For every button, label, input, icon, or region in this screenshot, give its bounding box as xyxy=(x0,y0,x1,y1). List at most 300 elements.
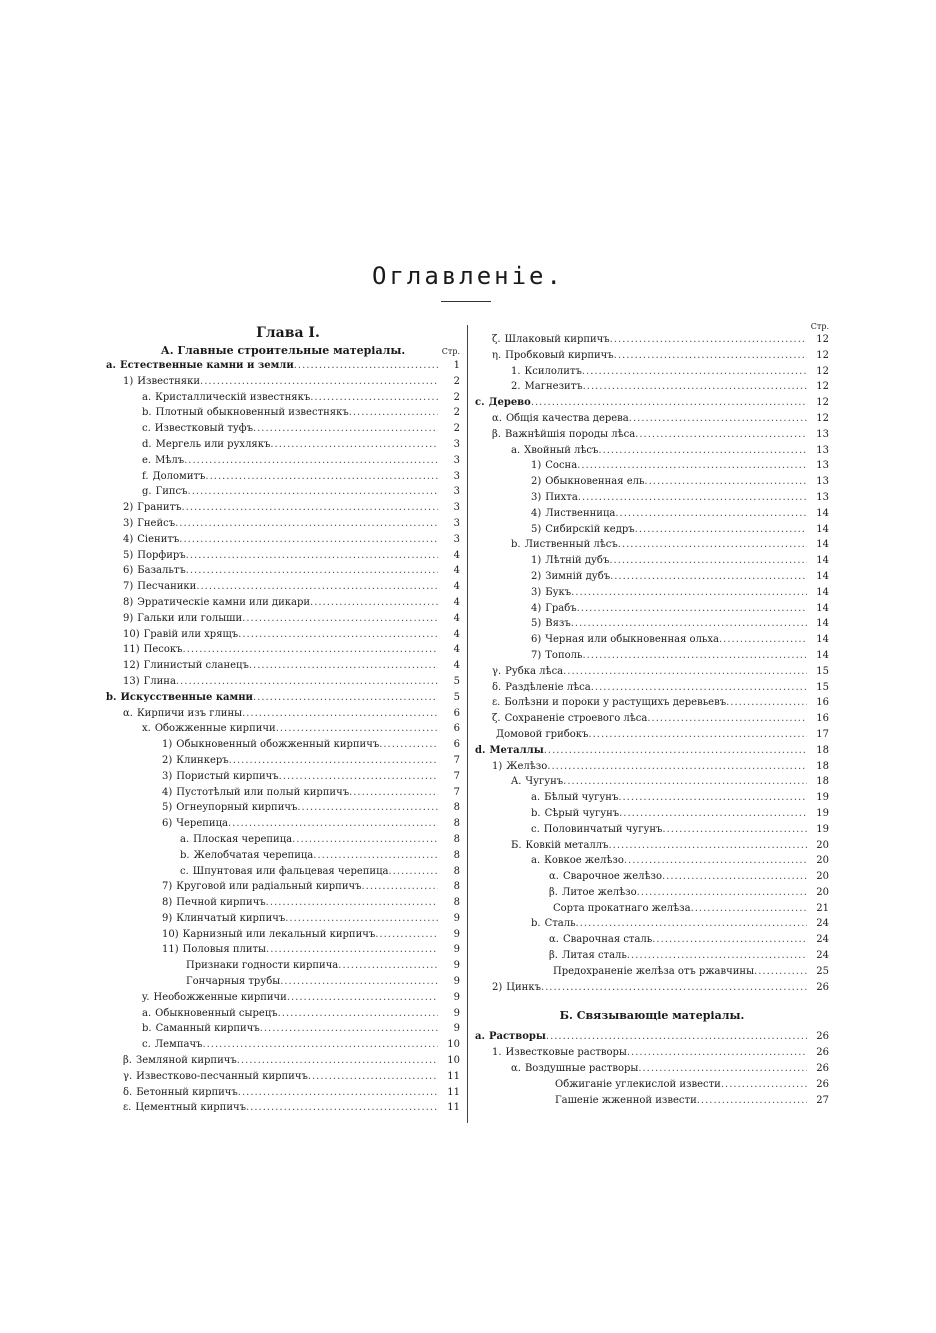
toc-entry xyxy=(106,753,460,769)
toc-entry-title: Ковкое желѣзо xyxy=(544,855,624,867)
toc-entry-title: Клинчатый кирпичъ xyxy=(176,912,286,924)
toc-entry-title: Пробковый кирпичъ xyxy=(505,349,614,361)
dot-leader xyxy=(635,427,807,443)
toc-entry-page: 9 xyxy=(453,1007,460,1019)
toc-entry-page: 6 xyxy=(453,707,460,719)
toc-entry-page: 9 xyxy=(453,928,460,940)
toc-entry-number: 1) xyxy=(162,739,173,751)
toc-entry xyxy=(475,1045,829,1061)
toc-entry-page: 4 xyxy=(453,549,460,561)
toc-entry xyxy=(475,853,829,869)
toc-entry xyxy=(475,616,829,632)
dot-leader xyxy=(202,1037,438,1053)
toc-entry-title: Мѣлъ xyxy=(155,454,185,466)
dot-leader xyxy=(577,458,807,474)
toc-entry-page: 18 xyxy=(816,760,829,772)
dot-leader xyxy=(242,611,438,627)
toc-entry-page: 20 xyxy=(816,886,829,898)
dot-leader xyxy=(571,585,807,601)
dot-leader xyxy=(614,348,807,364)
toc-entry xyxy=(106,800,460,816)
toc-entry-title: Половыя плиты xyxy=(182,944,267,956)
dot-leader xyxy=(294,358,438,374)
toc-entry xyxy=(475,806,829,822)
toc-entry xyxy=(475,585,829,601)
toc-entry-title: Клинкеръ xyxy=(176,754,229,766)
toc-entry-title: Известняки xyxy=(137,375,201,387)
toc-entry xyxy=(475,695,829,711)
toc-entry-page: 8 xyxy=(453,833,460,845)
toc-entry-page: 9 xyxy=(453,944,460,956)
dot-leader xyxy=(635,522,807,538)
toc-entry-page: 4 xyxy=(453,644,460,656)
dot-leader xyxy=(196,579,438,595)
toc-entry xyxy=(106,658,460,674)
toc-entry-page: 14 xyxy=(816,523,829,535)
toc-entry xyxy=(475,680,829,696)
toc-entry-number: 6) xyxy=(162,818,173,830)
dot-leader xyxy=(638,1061,807,1077)
toc-entry-title: Пустотѣлый или полый кирпичъ xyxy=(176,786,350,798)
toc-entry-page: 16 xyxy=(816,713,829,725)
toc-entry-page: 4 xyxy=(453,581,460,593)
dot-leader xyxy=(576,916,807,932)
toc-entry xyxy=(106,1053,460,1069)
toc-entry-page: 27 xyxy=(816,1094,829,1106)
toc-entry-page: 12 xyxy=(816,412,829,424)
toc-entry-title: Сталь xyxy=(544,918,576,930)
toc-entry-title: Чугунъ xyxy=(525,776,564,788)
toc-entry-number: c. xyxy=(142,1039,151,1051)
toc-entry-number: 2) xyxy=(531,476,542,488)
section-heading xyxy=(106,344,460,358)
dot-leader xyxy=(388,864,438,880)
dot-leader xyxy=(591,680,807,696)
toc-entry-number: a. xyxy=(475,1031,485,1043)
toc-entry xyxy=(475,759,829,775)
dot-leader xyxy=(179,532,438,548)
dot-leader xyxy=(624,853,807,869)
toc-entry-number: α. xyxy=(549,871,559,883)
toc-entry xyxy=(475,364,829,380)
toc-entry-title: Желобчатая черепица xyxy=(193,849,314,861)
toc-entry-title: Общія качества дерева xyxy=(505,412,629,424)
dot-leader xyxy=(583,379,807,395)
toc-entry xyxy=(106,627,460,643)
toc-entry-page: 8 xyxy=(453,865,460,877)
toc-entry-title: Пихта xyxy=(545,491,578,503)
chapter-heading: Глава I. xyxy=(256,325,320,341)
toc-entry-page: 15 xyxy=(816,665,829,677)
dot-leader xyxy=(547,759,807,775)
dot-leader xyxy=(608,838,807,854)
dot-leader xyxy=(578,490,807,506)
toc-entry-title: Гнейсъ xyxy=(137,517,176,529)
toc-entry-page: 14 xyxy=(816,570,829,582)
toc-entry xyxy=(106,1100,460,1116)
toc-entry xyxy=(475,411,829,427)
toc-entry xyxy=(475,822,829,838)
dot-leader xyxy=(375,927,438,943)
dot-leader xyxy=(287,990,438,1006)
toc-entry-page: 14 xyxy=(816,539,829,551)
toc-entry-number: b. xyxy=(511,539,521,551)
toc-entry-page: 26 xyxy=(816,1063,829,1075)
dot-leader xyxy=(546,1029,807,1045)
dot-leader xyxy=(627,948,807,964)
toc-entry-page: 13 xyxy=(816,460,829,472)
toc-entry-page: 2 xyxy=(453,391,460,403)
toc-entry-page: 2 xyxy=(453,423,460,435)
toc-entry-page: 13 xyxy=(816,491,829,503)
column-divider xyxy=(467,325,468,1123)
toc-entry xyxy=(106,785,460,801)
toc-entry-number: α. xyxy=(492,412,502,424)
toc-entry-page: 8 xyxy=(453,881,460,893)
toc-entry-page: 3 xyxy=(453,502,460,514)
toc-entry xyxy=(475,474,829,490)
toc-entry-number: ε. xyxy=(123,1102,132,1114)
dot-leader xyxy=(278,1006,438,1022)
toc-entry-number: ε. xyxy=(492,697,501,709)
page-column-label: Стр. xyxy=(810,322,829,331)
toc-list xyxy=(106,358,460,1116)
toc-entry xyxy=(475,869,829,885)
toc-entry-title: Раздѣленіе лѣса xyxy=(505,681,591,693)
toc-entry-page: 24 xyxy=(816,950,829,962)
dot-leader xyxy=(308,1069,438,1085)
toc-entry-title: Половинчатый чугунъ xyxy=(543,823,663,835)
dot-leader xyxy=(238,1085,438,1101)
dot-leader xyxy=(618,537,807,553)
toc-entry-title: Лѣтній дубъ xyxy=(545,555,610,567)
toc-entry-page: 14 xyxy=(816,602,829,614)
toc-entry-title: Сварочная сталь xyxy=(562,934,653,946)
toc-entry-page: 9 xyxy=(453,976,460,988)
toc-entry xyxy=(475,348,829,364)
dot-leader xyxy=(253,690,438,706)
dot-leader xyxy=(297,800,438,816)
toc-entry-page: 4 xyxy=(453,596,460,608)
toc-entry-page: 3 xyxy=(453,533,460,545)
toc-entry-number: 11) xyxy=(162,944,179,956)
toc-entry-number: 3) xyxy=(531,491,542,503)
toc-left-column xyxy=(106,322,460,1116)
toc-entry xyxy=(106,879,460,895)
toc-entry-title: Обожженные кирпичи xyxy=(154,723,276,735)
toc-entry-title: Сѣрый чугунъ xyxy=(544,807,620,819)
toc-entry-page: 25 xyxy=(816,965,829,977)
toc-entry-number: a. xyxy=(511,444,521,456)
dot-leader xyxy=(249,658,438,674)
dot-leader xyxy=(285,911,438,927)
dot-leader xyxy=(662,869,807,885)
toc-entry-title: Известково-песчанный кирпичъ xyxy=(136,1070,308,1082)
toc-entry xyxy=(475,427,829,443)
toc-entry-page: 11 xyxy=(447,1086,460,1098)
toc-entry-number: 2) xyxy=(531,570,542,582)
toc-entry-title: Необожженные кирпичи xyxy=(153,991,287,1003)
toc-entry-page: 5 xyxy=(453,691,460,703)
toc-entry-title: Ковкій металлъ xyxy=(525,839,609,851)
dot-leader xyxy=(563,774,807,790)
dot-leader xyxy=(310,595,438,611)
toc-entry-title: Глинистый сланецъ xyxy=(143,660,249,672)
toc-entry-number: 13) xyxy=(123,675,140,687)
toc-entry-page: 8 xyxy=(453,897,460,909)
toc-entry-title: Кирпичи изъ глины xyxy=(136,707,243,719)
toc-entry-number: γ. xyxy=(492,665,502,677)
toc-entry xyxy=(106,721,460,737)
toc-entry-page: 19 xyxy=(816,792,829,804)
dot-leader xyxy=(647,711,807,727)
toc-entry xyxy=(106,374,460,390)
toc-entry xyxy=(106,832,460,848)
dot-leader xyxy=(619,806,807,822)
toc-entry-page: 26 xyxy=(816,1031,829,1043)
toc-entry-number: 4) xyxy=(162,786,173,798)
toc-entry-title: Известковый туфъ xyxy=(154,423,253,435)
toc-entry-number: 7) xyxy=(531,649,542,661)
toc-entry-page: 9 xyxy=(453,912,460,924)
toc-entry-page: 14 xyxy=(816,649,829,661)
toc-entry xyxy=(106,642,460,658)
toc-entry-number: c. xyxy=(475,397,485,409)
toc-entry-number: 5) xyxy=(531,523,542,535)
toc-entry-page: 12 xyxy=(816,334,829,345)
dot-leader xyxy=(253,421,438,437)
toc-entry-number: 5) xyxy=(531,618,542,630)
toc-entry-page: 4 xyxy=(453,612,460,624)
toc-entry xyxy=(106,405,460,421)
dot-leader xyxy=(627,1045,807,1061)
toc-entry xyxy=(475,395,829,411)
toc-entry-number: 3) xyxy=(531,586,542,598)
toc-entry-title: Обыкновенный сырецъ xyxy=(155,1007,278,1019)
dot-leader xyxy=(183,642,438,658)
toc-entry xyxy=(106,1037,460,1053)
toc-entry-title: Земляной кирпичъ xyxy=(135,1055,237,1067)
toc-entry-page: 13 xyxy=(816,444,829,456)
toc-entry-page: 14 xyxy=(816,586,829,598)
toc-entry-page: 8 xyxy=(453,802,460,814)
toc-entry-page: 15 xyxy=(816,681,829,693)
toc-entry xyxy=(106,958,460,974)
toc-entry-number: 3) xyxy=(123,517,134,529)
toc-entry-title: Металлы xyxy=(489,744,544,756)
toc-entry-number: 6) xyxy=(123,565,134,577)
toc-entry-page: 7 xyxy=(453,770,460,782)
toc-entry xyxy=(106,895,460,911)
toc-entry xyxy=(106,532,460,548)
dot-leader xyxy=(719,632,807,648)
toc-entry-number: α. xyxy=(549,934,559,946)
dot-leader xyxy=(577,601,807,617)
toc-entry xyxy=(475,901,829,917)
toc-entry-page: 11 xyxy=(447,1070,460,1082)
toc-entry-page: 12 xyxy=(816,381,829,393)
toc-entry xyxy=(475,1029,829,1045)
toc-entry xyxy=(106,864,460,880)
toc-entry-page: 3 xyxy=(453,486,460,498)
toc-entry-title: Плотный обыкновенный известнякъ xyxy=(155,407,349,419)
toc-entry-number: β. xyxy=(492,428,501,440)
toc-entry xyxy=(475,379,829,395)
dot-leader xyxy=(292,832,438,848)
toc-entry-title: Цинкъ xyxy=(506,981,541,993)
toc-entry xyxy=(106,563,460,579)
toc-entry-number: d. xyxy=(142,438,152,450)
toc-entry-number: γ. xyxy=(123,1070,133,1082)
toc-entry xyxy=(106,390,460,406)
toc-entry-page: 13 xyxy=(816,428,829,440)
toc-entry xyxy=(106,453,460,469)
toc-entry xyxy=(475,790,829,806)
page-title: Оглавленіе. xyxy=(372,262,564,290)
toc-entry-page: 10 xyxy=(447,1039,460,1051)
toc-entry xyxy=(475,727,829,743)
toc-entry-number: 10) xyxy=(162,928,179,940)
toc-entry xyxy=(475,458,829,474)
toc-entry-number: A. xyxy=(511,776,522,788)
toc-list xyxy=(475,1029,829,1108)
toc-entry-number: b. xyxy=(142,407,152,419)
dot-leader xyxy=(228,816,438,832)
toc-entry-title: Кристаллическій известнякъ xyxy=(155,391,311,403)
toc-entry xyxy=(106,1021,460,1037)
toc-entry xyxy=(106,358,460,374)
toc-entry-title: Воздушные растворы xyxy=(524,1063,639,1075)
toc-entry xyxy=(475,632,829,648)
toc-entry-page: 2 xyxy=(453,407,460,419)
dot-leader xyxy=(541,980,807,996)
toc-entry xyxy=(106,911,460,927)
toc-entry-page: 7 xyxy=(453,786,460,798)
toc-entry-title: Дерево xyxy=(488,397,531,409)
toc-entry xyxy=(106,579,460,595)
toc-entry xyxy=(106,437,460,453)
toc-entry-title: Естественные камни и земли xyxy=(119,360,294,371)
toc-entry-number: β. xyxy=(549,950,558,962)
toc-entry-title: Гончарныя трубы xyxy=(186,976,281,988)
toc-entry-title: Круговой или радіальный кирпичъ xyxy=(176,881,362,893)
toc-entry-number: c. xyxy=(142,423,151,435)
dot-leader xyxy=(280,974,438,990)
dot-leader xyxy=(721,1077,807,1093)
dot-leader xyxy=(205,469,438,485)
toc-entry-title: Порфиръ xyxy=(137,549,186,561)
toc-entry-number: 1) xyxy=(123,375,134,387)
toc-entry-title: Лиственный лѣсъ xyxy=(524,539,618,551)
dot-leader xyxy=(270,437,438,453)
dot-leader xyxy=(279,769,438,785)
toc-entry-number: 1) xyxy=(492,760,503,772)
dot-leader xyxy=(349,785,438,801)
dot-leader xyxy=(754,964,807,980)
toc-entry-page: 4 xyxy=(453,628,460,640)
toc-entry-title: Лиственница xyxy=(545,507,616,519)
toc-entry xyxy=(106,500,460,516)
toc-entry-title: Печной кирпичъ xyxy=(176,897,266,909)
dot-leader xyxy=(662,822,807,838)
toc-entry-title: Домовой грибокъ xyxy=(496,728,589,740)
dot-leader xyxy=(610,332,807,348)
toc-entry-number: η. xyxy=(492,349,502,361)
toc-entry-title: Гальки или голыши xyxy=(137,612,243,624)
toc-entry-number: b. xyxy=(180,849,190,861)
toc-entry-title: Обыкновенный обожженный кирпичъ xyxy=(176,739,380,751)
toc-entry-page: 3 xyxy=(453,470,460,482)
toc-entry-number: a. xyxy=(531,855,541,867)
toc-entry-title: Предохраненіе желѣза отъ ржавчины xyxy=(553,965,755,977)
toc-entry-page: 8 xyxy=(453,818,460,830)
toc-entry-page: 20 xyxy=(816,839,829,851)
toc-entry-page: 9 xyxy=(453,1023,460,1035)
dot-leader xyxy=(637,885,807,901)
dot-leader xyxy=(200,374,438,390)
toc-entry-title: Огнеупорный кирпичъ xyxy=(176,802,298,814)
toc-entry-page: 2 xyxy=(453,375,460,387)
toc-entry-page: 10 xyxy=(447,1055,460,1067)
toc-entry-page: 18 xyxy=(816,744,829,756)
toc-entry-title: Гипсъ xyxy=(155,486,188,498)
toc-entry-title: Обыкновенная ель xyxy=(545,476,645,488)
toc-entry-title: Пористый кирпичъ xyxy=(176,770,279,782)
dot-leader xyxy=(181,500,438,516)
toc-entry xyxy=(475,648,829,664)
dot-leader xyxy=(531,395,807,411)
toc-entry xyxy=(106,848,460,864)
toc-entry-page: 24 xyxy=(816,934,829,946)
toc-entry xyxy=(106,974,460,990)
toc-entry-number: 1) xyxy=(531,555,542,567)
dot-leader xyxy=(610,569,807,585)
dot-leader xyxy=(175,516,438,532)
toc-entry-title: Гравій или хрящъ xyxy=(143,628,239,640)
toc-entry-title: Песчаники xyxy=(137,581,197,593)
toc-entry-number: 4) xyxy=(531,602,542,614)
toc-entry-page: 12 xyxy=(816,349,829,361)
dot-leader xyxy=(563,664,807,680)
dot-leader xyxy=(237,1053,438,1069)
toc-entry-title: Букъ xyxy=(545,586,572,598)
toc-entry-number: x. xyxy=(142,723,151,735)
toc-entry-page: 14 xyxy=(816,634,829,646)
dot-leader xyxy=(266,895,438,911)
dot-leader xyxy=(266,942,438,958)
toc-entry-title: Базальтъ xyxy=(137,565,186,577)
toc-entry xyxy=(106,942,460,958)
toc-entry xyxy=(106,1006,460,1022)
toc-entry-page: 14 xyxy=(816,507,829,519)
toc-entry-number: 5) xyxy=(123,549,134,561)
toc-entry-number: β. xyxy=(549,886,558,898)
toc-entry-number: a. xyxy=(531,792,541,804)
toc-entry-number: 6) xyxy=(531,634,542,646)
toc-entry xyxy=(106,421,460,437)
toc-entry-number: b. xyxy=(106,691,117,703)
toc-entry-title: Растворы xyxy=(488,1031,546,1043)
toc-entry-title: Плоская черепица xyxy=(193,833,293,845)
toc-entry-page: 8 xyxy=(453,849,460,861)
toc-entry-title: Черная или обыкновенная ольха xyxy=(545,634,719,646)
toc-entry-title: Бѣлый чугунъ xyxy=(544,792,619,804)
toc-entry-title: Магнезитъ xyxy=(524,381,583,393)
toc-entry-page: 7 xyxy=(453,754,460,766)
toc-entry-page: 14 xyxy=(816,555,829,567)
toc-entry-number: Б. xyxy=(511,839,522,851)
toc-entry-page: 13 xyxy=(816,476,829,488)
